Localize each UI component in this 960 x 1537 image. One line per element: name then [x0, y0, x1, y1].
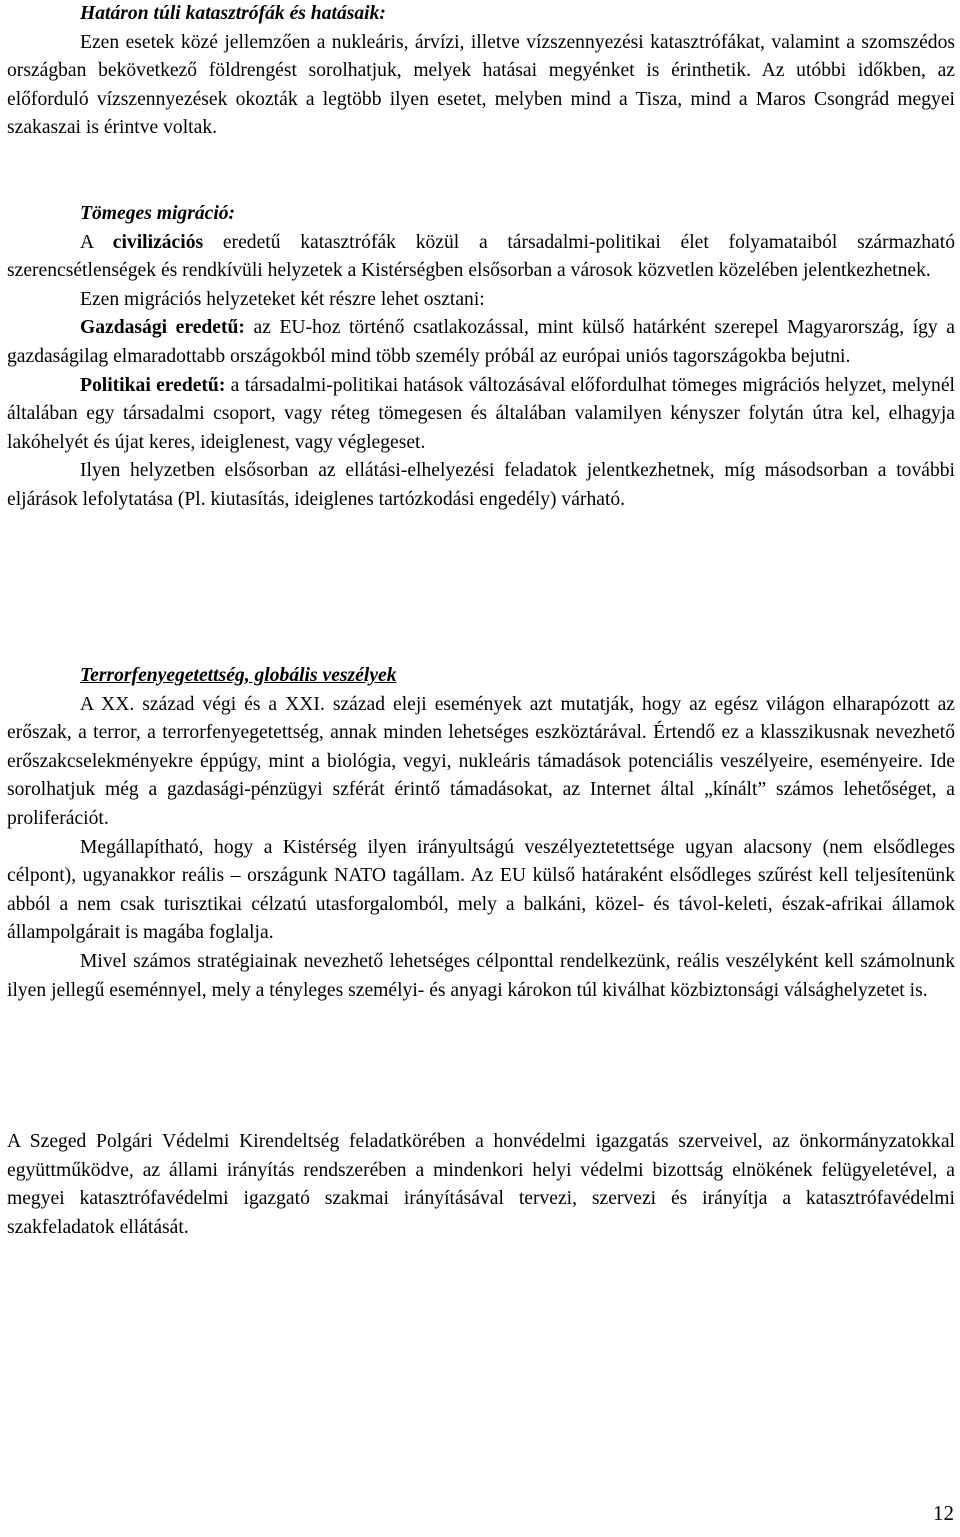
section-cross-border-disasters	[7, 0, 955, 143]
text-run: az EU-hoz történő csatlakozással, mint külső határként szerepel Magyarország, így a gazdaságilag elmaradottabb országokból mind több személy próbál az európai uniós tagországokba bejutni.	[7, 317, 955, 367]
paragraph: Ezen esetek közé jellemzően a nukleáris, árvízi, illetve vízszennyezési katasztrófákat, valamint a szomszédos országban bekövetkező földrengést sorolhatjuk, melyek hatásai megyénket is érinthetik. Az utóbbi időkben, az előforduló vízszennyezések okozták a legtöbb ilyen esetet, melyben mind a Tisza, mind a Maros Csongrád megyei szakaszai is érintve voltak.	[7, 31, 955, 139]
bold-term: Politikai eredetű:	[80, 374, 226, 396]
section-heading: Határon túli katasztrófák és hatásaik:	[80, 3, 386, 24]
paragraph: A Szeged Polgári Védelmi Kirendeltség feladatkörében a honvédelmi igazgatás szerveivel, az önkormányzatokkal együttműködve, az állami irányítás rendszerében a mindenkori helyi védelmi bizottság elnökének felügyeletével, a megyei katasztrófavédelmi igazgató szakmai irányításával tervezi, szervezi és irányítja a katasztrófavédelmi szakfeladatok ellátását.	[7, 1131, 955, 1238]
paragraph: Mivel számos stratégiainak nevezhető lehetséges célponttal rendelkezünk, reális veszélyként kell számolnunk ilyen jellegű eseménnyel, mely a tényleges személyi- és anyagi károkon túl kiválhat közbiztonsági válsághelyzetet is.	[7, 950, 955, 1001]
bold-term: Gazdasági eredetű:	[80, 317, 245, 339]
paragraph	[7, 372, 955, 458]
text-run: A	[80, 231, 113, 253]
page-number: 12	[933, 1501, 954, 1525]
section-heading: Tömeges migráció:	[80, 203, 236, 224]
paragraph: Ilyen helyzetben elsősorban az ellátási-elhelyezési feladatok jelentkezhetnek, míg másodsorban a további eljárások lefolytatása (Pl. kiutasítás, ideiglenes tartózkodási engedély) várható.	[7, 460, 955, 510]
bold-term: civilizációs	[112, 231, 204, 253]
section-terror-threat	[7, 662, 955, 1005]
text-run: eredetű katasztrófák közül a társadalmi-politikai élet folyamataiból származható szerencsétlenségek és rendkívüli helyzetek a Kistérségben elsősorban a városok közvetlen közelében jelentkezhetnek.	[7, 231, 955, 282]
paragraph	[7, 314, 955, 371]
section-closing	[7, 1128, 955, 1242]
paragraph: Ezen migrációs helyzeteket két részre lehet osztani:	[80, 288, 485, 310]
paragraph: Megállapítható, hogy a Kistérség ilyen irányultságú veszélyeztetettsége ugyan alacsony (nem elsődleges célpont), ugyanakkor reális – országunk NATO tagállam. Az EU külső határaként elsődleges szűrést kell teljesítenünk abból a nem csak turisztikai célzatú utasforgalomból, mely a balkáni, közel- és távol-keleti, észak-afrikai államok állampolgárait is magába foglalja.	[7, 836, 955, 944]
text-run: a társadalmi-politikai hatások változásával előfordulhat tömeges migrációs helyzet, melynél általában egy társadalmi csoport, vagy réteg tömegesen és általában valamilyen kényszer folytán útra kel, elhagyja lakóhelyét és újat keres, ideiglenest, vagy véglegeset.	[7, 374, 955, 453]
paragraph: A XX. század végi és a XXI. század eleji események azt mutatják, hogy az egész világon elharapózott az erőszak, a terror, a terrorfenyegetettség, annak minden lehetséges eszköztárával. Értendő ez a klasszikusnak nevezhető erőszakcselekményekre éppúgy, mint a biológia, vegyi, nukleáris támadások potenciális veszélyeire, eseményeire. Ide sorolhatjuk még a gazdasági-pénzügyi szférát érintő támadásokat, az Internet által „kínált” számos lehetőséget, a proliferációt.	[7, 693, 955, 829]
section-mass-migration	[7, 200, 955, 515]
section-heading: Terrorfenyegetettség, globális veszélyek	[80, 665, 397, 686]
paragraph	[7, 229, 955, 286]
